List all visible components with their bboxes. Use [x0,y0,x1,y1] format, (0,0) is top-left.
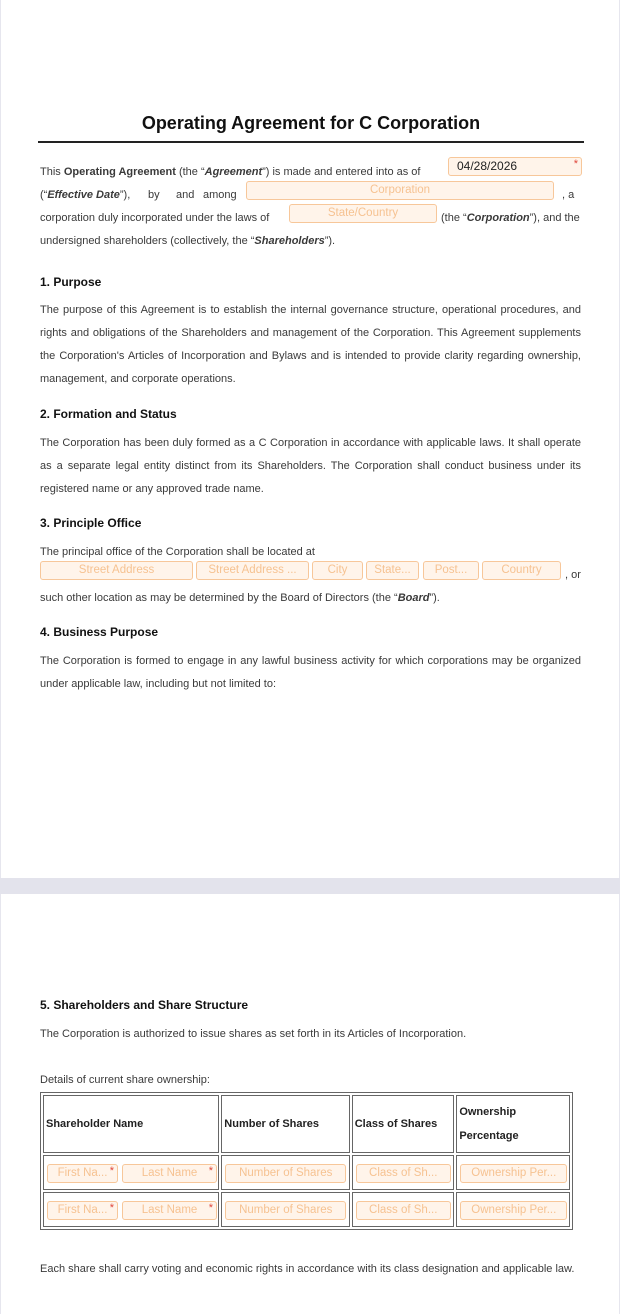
corporation-name-input[interactable]: Corporation [246,181,554,200]
number-of-shares-input[interactable]: Number of Shares [225,1164,346,1183]
required-asterisk: * [208,1202,213,1214]
intro-line-3: corporation duly incorporated under the laws of [40,212,270,224]
intro-word-and: and [176,189,195,201]
intro-line-3-end: (the “Corporation”), and the [441,212,580,224]
share-details-label: Details of current share ownership: [40,1074,210,1086]
document-title: Operating Agreement for C Corporation [141,113,481,133]
required-asterisk: * [109,1165,114,1177]
required-asterisk: * [109,1202,114,1214]
intro-word-among: among [203,189,237,201]
first-name-input[interactable]: First Na... * [47,1164,118,1183]
title-rule [38,141,584,143]
country-input[interactable]: Country [482,561,561,580]
city-input[interactable]: City [312,561,363,580]
section-4-heading: 4. Business Purpose [40,625,159,639]
intro-line-4: undersigned shareholders (collectively, the “Shareholders”). [40,235,336,247]
required-asterisk: * [208,1165,213,1177]
number-of-shares-cell [221,1155,349,1190]
section-3-heading: 3. Principle Office [40,516,142,530]
intro-line-2-end: , a [562,189,575,201]
last-name-input[interactable]: Last Name * [122,1164,217,1183]
last-name-input[interactable]: Last Name * [122,1201,217,1220]
state-country-input[interactable]: State/Country [289,204,437,223]
street-address-input[interactable]: Street Address [40,561,193,580]
section-4-text: The Corporation is formed to engage in any lawful business activity for which corporations may be organized under applicable law, including but not limited to: [40,655,581,690]
required-asterisk: * [573,158,578,170]
class-of-shares-input[interactable]: Class of Sh... [356,1201,451,1220]
section-5-heading: 5. Shareholders and Share Structure [40,998,249,1012]
table-row [43,1155,570,1190]
page-separator [0,878,620,894]
intro-word-by: by [148,189,160,201]
ownership-percentage-cell [456,1192,570,1227]
postal-code-input[interactable]: Post... [423,561,479,580]
number-of-shares-cell [221,1192,349,1227]
shareholder-name-cell [43,1155,219,1190]
class-of-shares-input[interactable]: Class of Sh... [356,1164,451,1183]
section-3-after: such other location as may be determined by the Board of Directors (the “Board”). [40,592,440,604]
intro-line-2: (“Effective Date”), [40,189,131,201]
section-5-footer-text: Each share shall carry voting and economic rights in accordance with its class designation and applicable law. [40,1263,575,1275]
section-3-text: The principal office of the Corporation shall be located at [40,546,315,558]
section-5-text: The Corporation is authorized to issue shares as set forth in its Articles of Incorporation. [40,1028,467,1040]
header-number-of-shares: Number of Shares [221,1095,349,1153]
ownership-percentage-input[interactable]: Ownership Per... [460,1164,567,1183]
street-address-line-2-input[interactable]: Street Address ... [196,561,309,580]
section-1-heading: 1. Purpose [40,275,102,289]
section-2-heading: 2. Formation and Status [40,407,177,421]
class-of-shares-cell [352,1192,455,1227]
effective-date-input[interactable]: 04/28/2026 * [448,157,582,176]
header-class-of-shares: Class of Shares [352,1095,455,1153]
ownership-percentage-cell [456,1155,570,1190]
header-shareholder-name: Shareholder Name [43,1095,219,1153]
table-row [43,1192,570,1227]
class-of-shares-cell [352,1155,455,1190]
number-of-shares-input[interactable]: Number of Shares [225,1201,346,1220]
section-2-text: The Corporation has been duly formed as a C Corporation in accordance with applicable laws. It shall operate as a separate legal entity distinct from its Shareholders. The Corporation shall conduct business under its registered name or any approved trade name. [40,437,581,495]
table-header-row [43,1095,570,1153]
section-1-text: The purpose of this Agreement is to establish the internal governance structure, operational procedures, and rights and obligations of the Shareholders and management of the Corporation. This Agreement supplements the Corporation's Articles of Incorporation and Bylaws and is intended to provide clarity regarding ownership, management, and corporate operations. [40,304,581,385]
header-ownership-percentage: Ownership Percentage [456,1095,570,1153]
share-ownership-table [40,1092,573,1230]
ownership-percentage-input[interactable]: Ownership Per... [460,1201,567,1220]
intro-line-1: This Operating Agreement (the “Agreement”) is made and entered into as of [40,166,421,178]
section-3-or: , or [565,569,581,581]
state-input[interactable]: State... [366,561,419,580]
shareholder-name-cell [43,1192,219,1227]
first-name-input[interactable]: First Na... * [47,1201,118,1220]
